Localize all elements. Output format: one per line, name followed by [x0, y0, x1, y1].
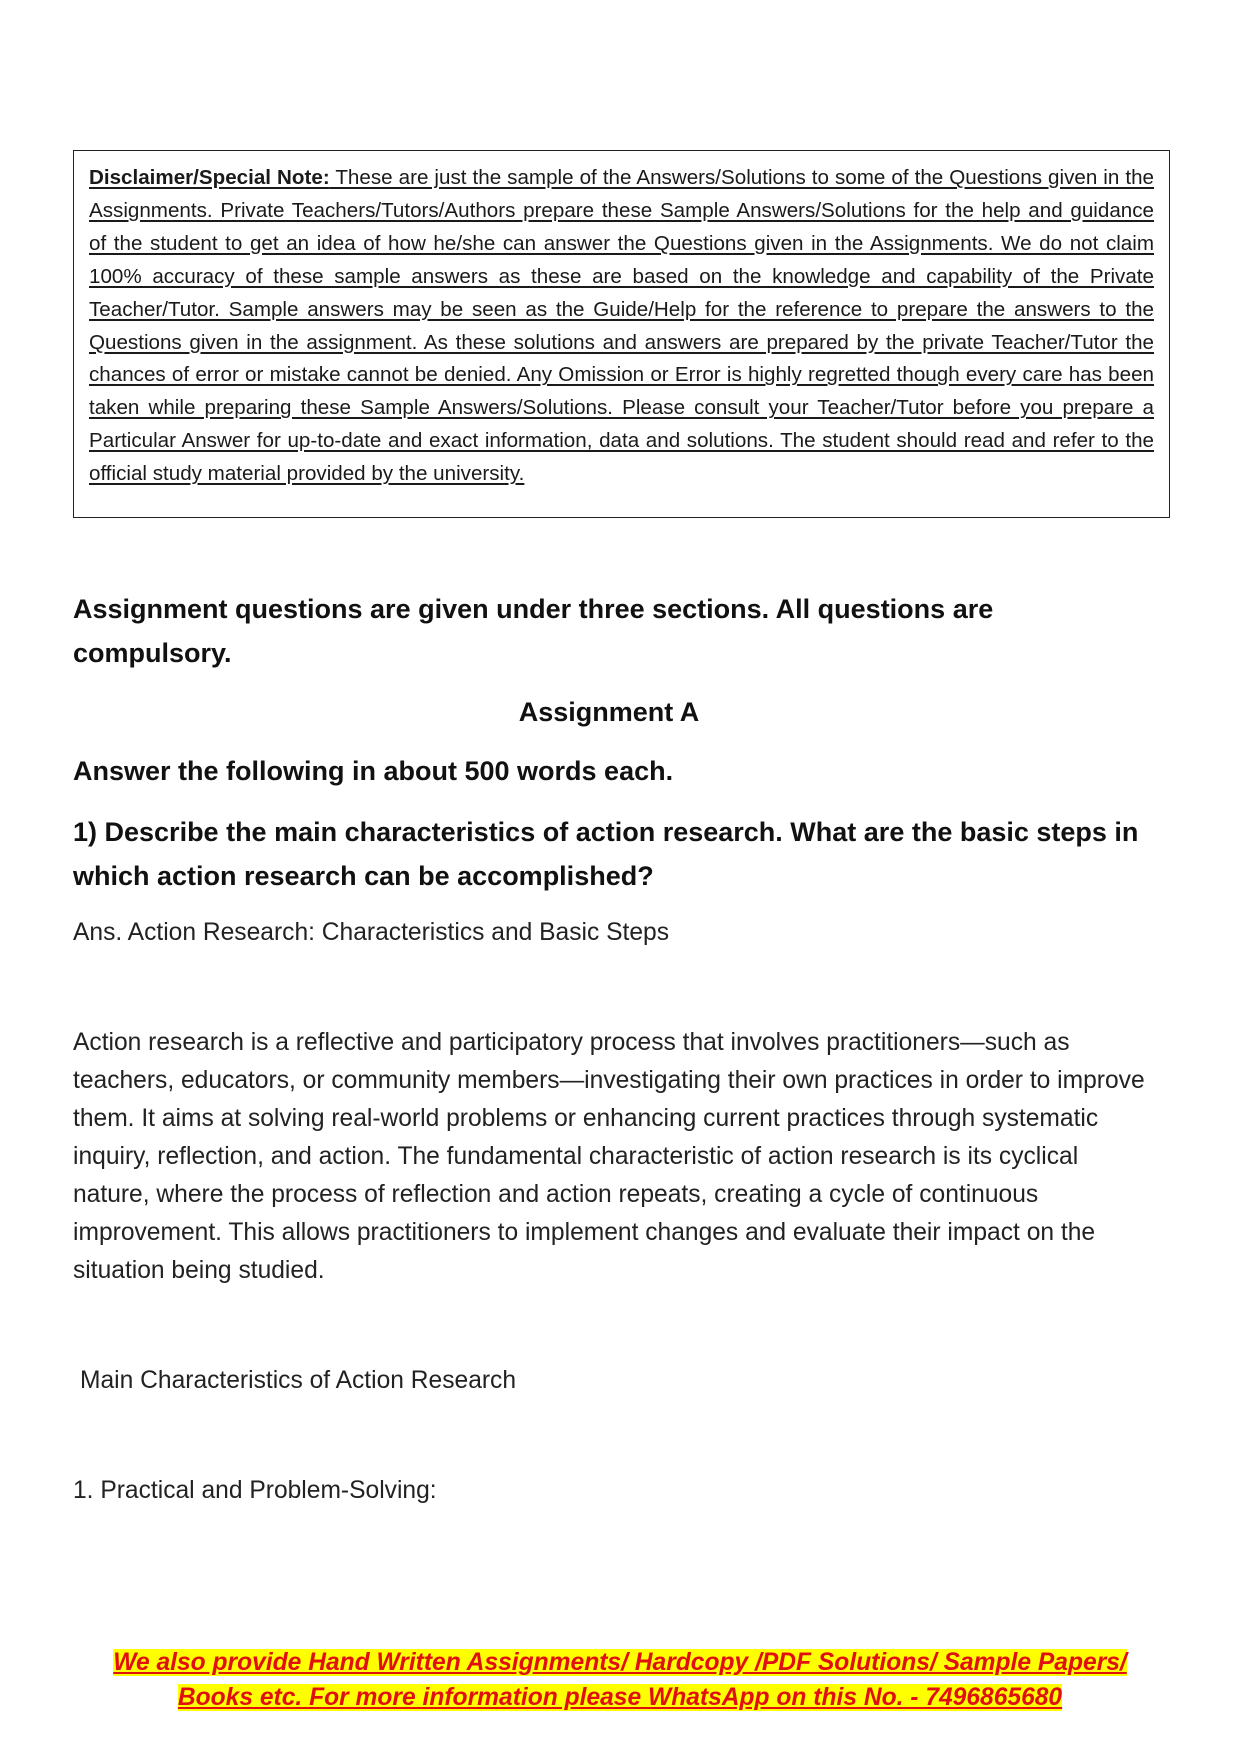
characteristics-subheading: Main Characteristics of Action Research [80, 1367, 517, 1394]
disclaimer-body: These are just the sample of the Answers/Solutions to some of the Questions given in the Assignments. Private Teachers/Tutors/Authors prepare these Sample Answers/Solutions for the help and guidance of the student to get an idea of how he/she can answer the Questions given in the Assignments. We do not claim 100% accuracy of these sample answers as these are based on the knowledge and capability of the Private Teacher/Tutor. Sample answers may be seen as the Guide/Help for the reference to prepare the answers to the Questions given in the assignment. As these solutions and answers are prepared by the private Teacher/Tutor the chances of error or mistake cannot be denied. Any Omission or Error is highly regretted though every care has been taken while preparing these Sample Answers/Solutions. Please consult your Teacher/Tutor before you prepare a Particular Answer for up-to-date and exact information, data and solutions. The student should read and refer to the official study material provided by the university. [89, 166, 1155, 486]
disclaimer-text [89, 162, 1154, 491]
intro-heading: Assignment questions are given under three sections. All questions are compulsory. [73, 594, 994, 668]
answer-paragraph: Action research is a reflective and participatory process that involves practitioners—such as teachers, educators, or community members—investigating their own practices in order to improve them. It aims at solving real-world problems or enhancing current practices through systematic inquiry, reflection, and action. The fundamental characteristic of action research is its cyclical nature, where the process of reflection and action repeats, creating a cycle of continuous improvement. This allows practitioners to implement changes and evaluate their impact on the situation being studied. [73, 1029, 1145, 1284]
disclaimer-box [73, 150, 1170, 518]
promo-line-2: Books etc. For more information please WhatsApp on this No. - 7496865680 [177, 1684, 1063, 1711]
instruction-heading: Answer the following in about 500 words each. [73, 756, 674, 786]
assignment-title: Assignment A [518, 697, 700, 727]
question-heading: 1) Describe the main characteristics of action research. What are the basic steps in which action research can be accomplished? [73, 817, 1139, 891]
disclaimer-lead: Disclaimer/Special Note: [89, 166, 330, 189]
promo-banner [0, 1645, 1240, 1715]
list-item: 1. Practical and Problem-Solving: [73, 1477, 437, 1504]
answer-title: Ans. Action Research: Characteristics and Basic Steps [73, 919, 669, 946]
promo-line-1: We also provide Hand Written Assignments/ Hardcopy /PDF Solutions/ Sample Papers/ [113, 1649, 1127, 1676]
